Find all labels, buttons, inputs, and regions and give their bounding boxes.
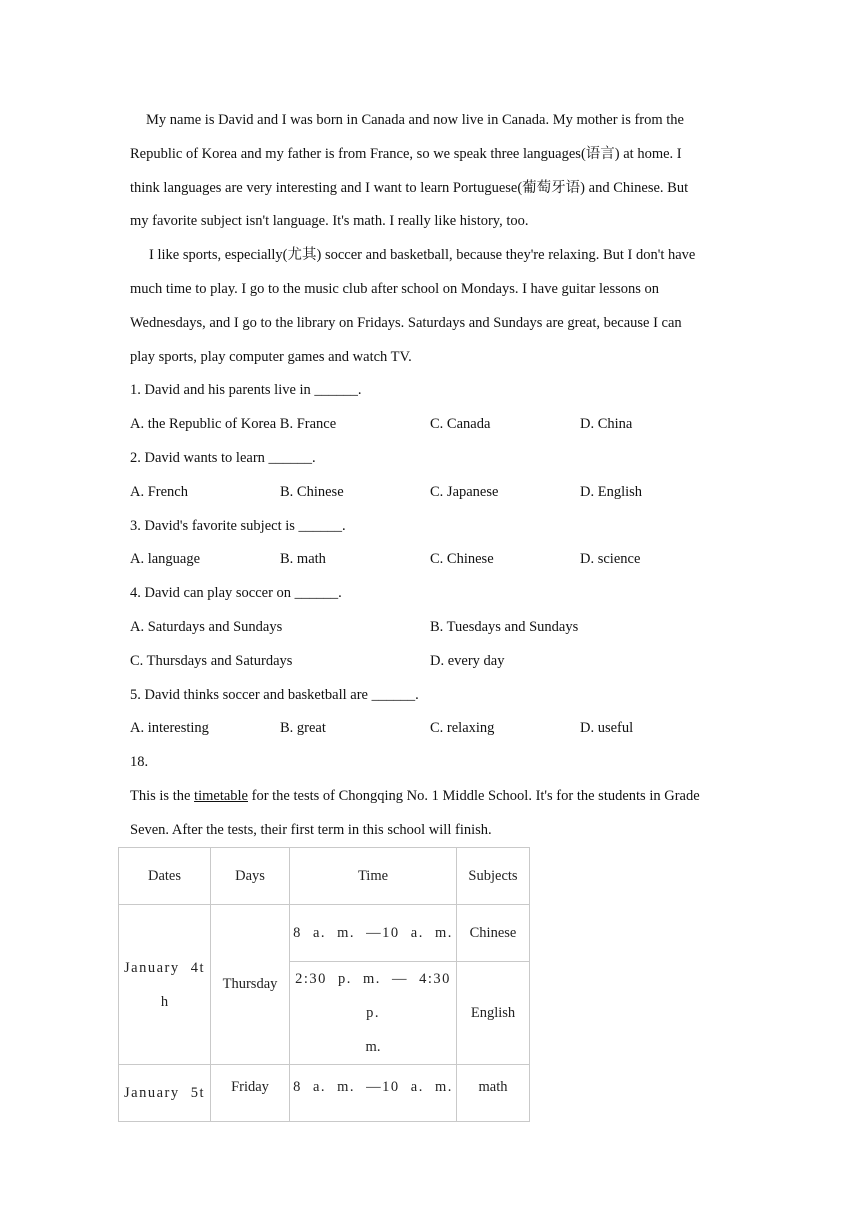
- option-c: C. Canada: [430, 416, 491, 433]
- section-number: 18.: [130, 754, 149, 771]
- subject-cell: English: [457, 962, 530, 1065]
- option-d: D. useful: [580, 720, 634, 737]
- passage-line: Wednesdays, and I go to the library on Fridays. Saturdays and Sundays are great, because I can: [130, 314, 682, 331]
- option-d: D. English: [580, 483, 643, 500]
- option-a: A. French: [130, 483, 188, 500]
- document-body: [130, 104, 730, 848]
- day-cell: Thursday: [211, 905, 290, 1065]
- option-a: A. Saturdays and Sundays: [130, 618, 283, 635]
- option-a: A. language: [130, 551, 201, 568]
- question-5: 5. David thinks soccer and basketball are ______.: [130, 686, 419, 703]
- option-b: B. Chinese: [280, 483, 344, 500]
- header-subjects: Subjects: [457, 848, 530, 905]
- time-cell: 2:30 p. m. — 4:30 p. m.: [290, 962, 457, 1065]
- intro-after: for the tests of Chongqing No. 1 Middle School. It's for the students in Grade: [248, 787, 700, 804]
- option-c: C. relaxing: [430, 720, 495, 737]
- option-b: B. math: [280, 551, 326, 568]
- subject-cell: math: [457, 1065, 530, 1122]
- subject-cell: Chinese: [457, 905, 530, 962]
- table-row: [119, 905, 530, 962]
- date-cell: January 4t h: [119, 905, 211, 1065]
- question-3: 3. David's favorite subject is ______.: [130, 517, 346, 534]
- option-a: A. the Republic of Korea B. France: [130, 416, 337, 433]
- question-4-options-row2: [130, 645, 730, 679]
- option-a: A. interesting: [130, 720, 209, 737]
- option-d: D. China: [580, 416, 633, 433]
- question-4-options-row1: [130, 611, 730, 645]
- passage-line: My name is David and I was born in Canada and now live in Canada. My mother is from the: [146, 112, 684, 128]
- passage-line: I like sports, especially(尤其) soccer and basketball, because they're relaxing. But I don't have: [149, 247, 696, 264]
- table-header-row: [119, 848, 530, 905]
- timetable-link: timetable: [194, 787, 248, 804]
- question-5-options: [130, 712, 730, 746]
- option-d: D. science: [580, 551, 641, 568]
- date-cell: January 5t: [119, 1065, 211, 1122]
- passage-line: Republic of Korea and my father is from France, so we speak three languages(语言) at home. I: [130, 145, 682, 162]
- passage-line: my favorite subject isn't language. It's math. I really like history, too.: [130, 213, 529, 230]
- question-3-options: [130, 543, 730, 577]
- day-cell: Friday: [211, 1065, 290, 1122]
- option-c: C. Japanese: [430, 483, 499, 500]
- passage-line: play sports, play computer games and watch TV.: [130, 348, 412, 365]
- header-dates: Dates: [119, 848, 211, 905]
- question-1: 1. David and his parents live in ______.: [130, 382, 362, 399]
- passage-line: think languages are very interesting and I want to learn Portuguese(葡萄牙语) and Chinese. But: [130, 179, 689, 196]
- time-cell: 8 a. m. —10 a. m.: [290, 1065, 457, 1122]
- intro-line-2: Seven. After the tests, their first term in this school will finish.: [130, 821, 492, 838]
- option-c: C. Chinese: [430, 551, 494, 568]
- timetable: [118, 847, 530, 1122]
- question-2-options: [130, 476, 730, 510]
- passage-line: much time to play. I go to the music club after school on Mondays. I have guitar lessons on: [130, 280, 660, 297]
- question-2: 2. David wants to learn ______.: [130, 449, 316, 466]
- header-time: Time: [290, 848, 457, 905]
- time-cell: 8 a. m. —10 a. m.: [290, 905, 457, 962]
- intro-line: [130, 780, 730, 814]
- option-c: C. Thursdays and Saturdays: [130, 652, 293, 669]
- question-1-options: [130, 408, 730, 442]
- option-b: B. Tuesdays and Sundays: [430, 618, 579, 635]
- option-d: D. every day: [430, 652, 505, 669]
- table-row: [119, 1065, 530, 1122]
- header-days: Days: [211, 848, 290, 905]
- intro-before: This is the: [130, 787, 195, 804]
- option-b: B. great: [280, 720, 326, 737]
- question-4: 4. David can play soccer on ______.: [130, 585, 342, 602]
